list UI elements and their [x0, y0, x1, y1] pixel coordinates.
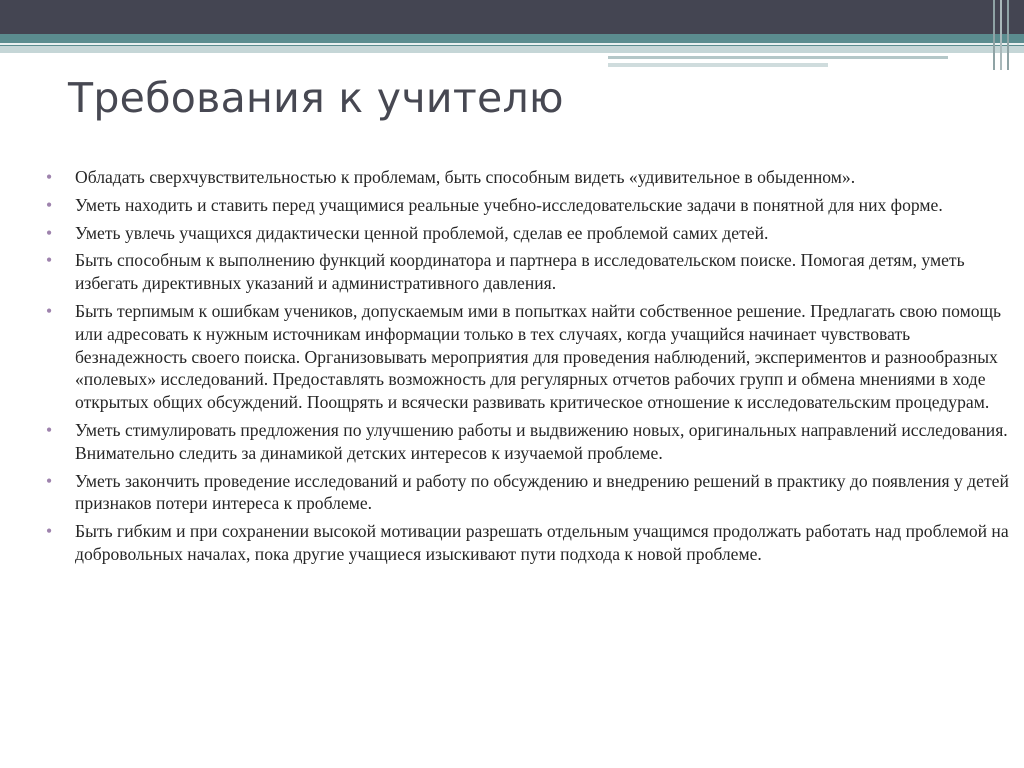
bullet-text: Быть способным к выполнению функций координатора и партнера в исследовательском поиске. Помогая детям, уметь избегать директивных указаний и административного давления.	[75, 250, 965, 294]
bullet-text: Уметь стимулировать предложения по улучшению работы и выдвижению новых, оригинальных направлений исследования. Внимательно следить за динамикой детских интересов к изучаемой проблеме.	[75, 419, 1008, 463]
bullet-item	[46, 166, 1018, 189]
bullet-text: Обладать сверхчувствительностью к проблемам, быть способным видеть «удивительное в обыденном».	[75, 167, 856, 187]
bullet-icon: •	[46, 300, 53, 321]
bullet-item	[46, 419, 1018, 465]
bullet-icon: •	[46, 222, 53, 243]
bullet-text: Быть гибким и при сохранении высокой мотивации разрешать отдельным учащимся продолжать работать над проблемой на добровольных началах, пока другие учащиеся изыскивают пути подхода к новой проблеме.	[75, 521, 1009, 564]
bullet-item	[46, 470, 1018, 516]
bullet-icon: •	[46, 250, 53, 271]
decorative-vertical-line	[1007, 0, 1009, 70]
bullet-item	[46, 300, 1018, 414]
bullet-icon: •	[46, 194, 53, 215]
bullet-icon: •	[46, 419, 53, 440]
bullet-text: Уметь закончить проведение исследований и работу по обсуждению и внедрению решений в практику до появления у детей признаков потери интереса к проблеме.	[75, 470, 1009, 514]
bullet-item	[46, 249, 1018, 295]
bullet-text: Уметь увлечь учащихся дидактически ценной проблемой, сделав ее проблемой самих детей.	[75, 222, 769, 243]
bullet-item	[46, 520, 1018, 566]
slide-title: Требования к учителю	[68, 74, 564, 122]
decorative-vertical-line	[993, 0, 995, 70]
bullet-icon: •	[46, 521, 53, 542]
decorative-vertical-line	[1000, 0, 1002, 70]
header-light-strip	[0, 46, 1024, 53]
bullet-item	[46, 222, 1018, 245]
bullet-text: Быть терпимым к ошибкам учеников, допускаемым ими в попытках найти собственное решение. Предлагать свою помощь или адресовать к нужным источникам информации только в тех случаях, когда учащийся начинает чувствовать безнадежность своего поиска. Организовывать мероприятия для проведения наблюдений, экспериментов и разнообразных «полевых» исследований. Предоставлять возможность для регулярных отчетов рабочих групп и обмена мнениями в ходе открытых общих обсуждений. Поощрять и всячески развивать критическое отношение к исследовательским процедурам.	[75, 300, 1002, 413]
header-band	[0, 0, 1024, 34]
bullet-icon: •	[46, 167, 53, 187]
bullet-text: Уметь находить и ставить перед учащимися реальные учебно-исследовательские задачи в понятной для них форме.	[75, 194, 943, 215]
bullet-list	[46, 166, 1018, 571]
bullet-icon: •	[46, 470, 53, 491]
header-divider-line	[0, 43, 1024, 45]
header-accent-bar-secondary	[608, 63, 828, 67]
bullet-item	[46, 194, 1018, 217]
header-accent-bar	[608, 56, 948, 59]
